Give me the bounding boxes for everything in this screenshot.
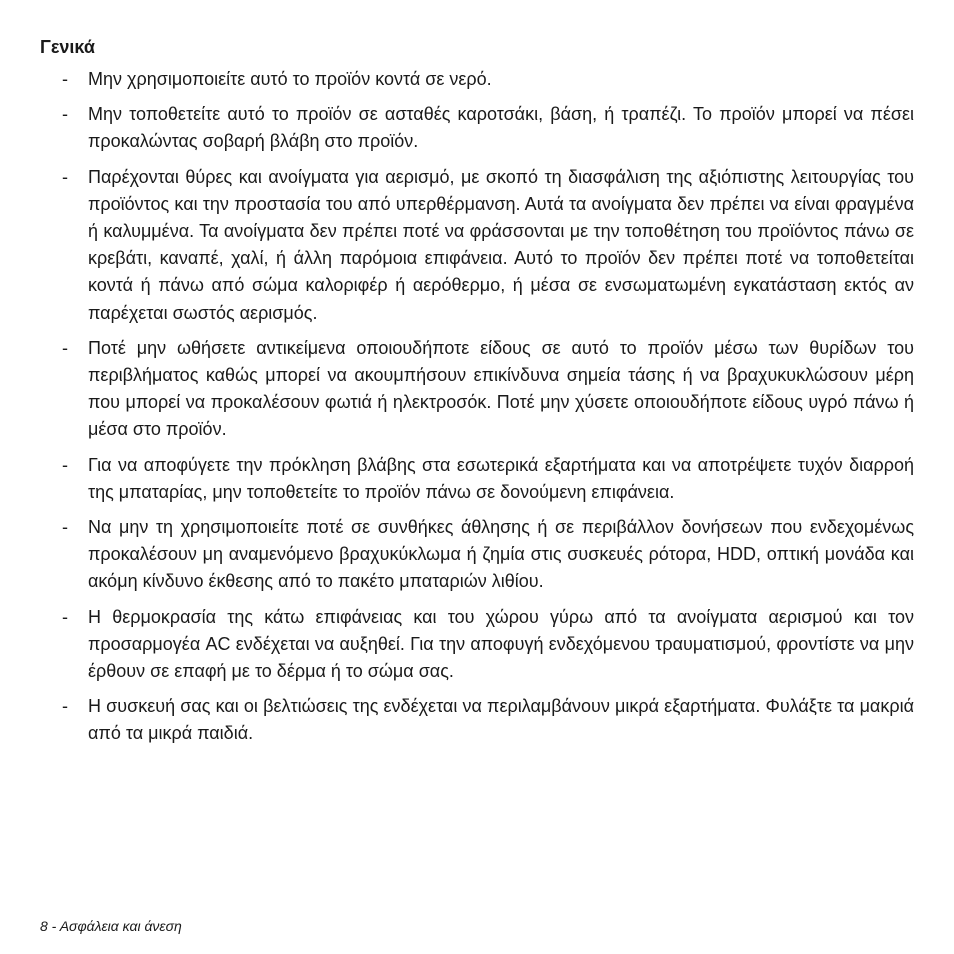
bullet-dash: - [62, 104, 68, 125]
list-item-text: Μην τοποθετείτε αυτό το προϊόν σε ασταθές καροτσάκι, βάση, ή τραπέζι. Το προϊόν μπορεί να πέσει προκαλώντας σοβαρή βλάβη στο προϊόν. [88, 104, 914, 152]
list-item [40, 452, 914, 506]
list-item-text: Παρέχονται θύρες και ανοίγματα για αερισμό, με σκοπό τη διασφάλιση της αξιόπιστης λειτουργίας του προϊόντος και την προστασία του από υπερθέρμανση. Αυτά τα ανοίγματα δεν πρέπει να είναι φραγμένα ή καλυμμένα. Τα ανοίγματα δεν πρέπει ποτέ να φράσσονται με την τοποθέτηση του προϊόντος πάνω σε κρεβάτι, καναπέ, χαλί, ή άλλη παρόμοια επιφάνεια. Αυτό το προϊόν δεν πρέπει ποτέ να τοποθετείται κοντά ή πάνω από σώμα καλοριφέρ ή αερόθερμο, ή μέσα σε ενσωματωμένη εγκατάσταση εκτός αν παρέχεται σωστός αερισμός. [88, 166, 914, 323]
bullet-dash: - [62, 454, 68, 475]
bullet-dash: - [62, 69, 68, 89]
list-item-text: Η θερμοκρασία της κάτω επιφάνειας και του χώρου γύρω από τα ανοίγματα αερισμού και τον προσαρμογέα AC ενδέχεται να αυξηθεί. Για την αποφυγή ενδεχόμενου τραυματισμού, φροντίστε να μην έρθουν σε επαφή με το δέρμα ή το σώμα σας. [88, 606, 914, 682]
list-item [40, 164, 914, 327]
list-item [40, 693, 914, 747]
document-page [40, 34, 914, 756]
list-item-text: Να μην τη χρησιμοποιείτε ποτέ σε συνθήκες άθλησης ή σε περιβάλλον δονήσεων που ενδεχομένως προκαλέσουν μη αναμενόμενο βραχυκύκλωμα ή ζημία στις συσκευές ρότορα, HDD, οπτική μονάδα και ακόμη κίνδυνο έκθεσης από το πακέτο μπαταριών λιθίου. [88, 517, 914, 592]
list-item [40, 101, 914, 155]
bullet-dash: - [62, 166, 68, 187]
list-item-text: Η συσκευή σας και οι βελτιώσεις της ενδέχεται να περιλαμβάνουν μικρά εξαρτήματα. Φυλάξτε τα μακριά από τα μικρά παιδιά. [88, 696, 914, 744]
bullet-dash: - [62, 337, 68, 358]
list-item [40, 335, 914, 444]
page-footer: 8 - Ασφάλεια και άνεση [40, 918, 182, 934]
bullet-dash: - [62, 606, 68, 627]
bullet-dash: - [62, 517, 68, 538]
list-item-text: Μην χρησιμοποιείτε αυτό το προϊόν κοντά σε νερό. [88, 69, 492, 89]
safety-list [40, 66, 914, 748]
list-item [40, 604, 914, 686]
list-item-text: Ποτέ μην ωθήσετε αντικείμενα οποιουδήποτε είδους σε αυτό το προϊόν μέσω των θυρίδων του περιβλήματος καθώς μπορεί να ακουμπήσουν επικίνδυνα σημεία τάσης ή να βραχυκυκλώσουν μέρη που μπορεί να προκαλέσουν φωτιά ή ηλεκτροσόκ. Ποτέ μην χύσετε οποιουδήποτε είδους υγρό πάνω ή μέσα στο προϊόν. [88, 337, 914, 440]
list-item [40, 66, 914, 93]
list-item-text: Για να αποφύγετε την πρόκληση βλάβης στα εσωτερικά εξαρτήματα και να αποτρέψετε τυχόν διαρροή της μπαταρίας, μην τοποθετείτε το προϊόν πάνω σε δονούμενη επιφάνεια. [88, 454, 914, 502]
list-item [40, 514, 914, 596]
section-heading: Γενικά [40, 37, 95, 57]
bullet-dash: - [62, 696, 68, 717]
